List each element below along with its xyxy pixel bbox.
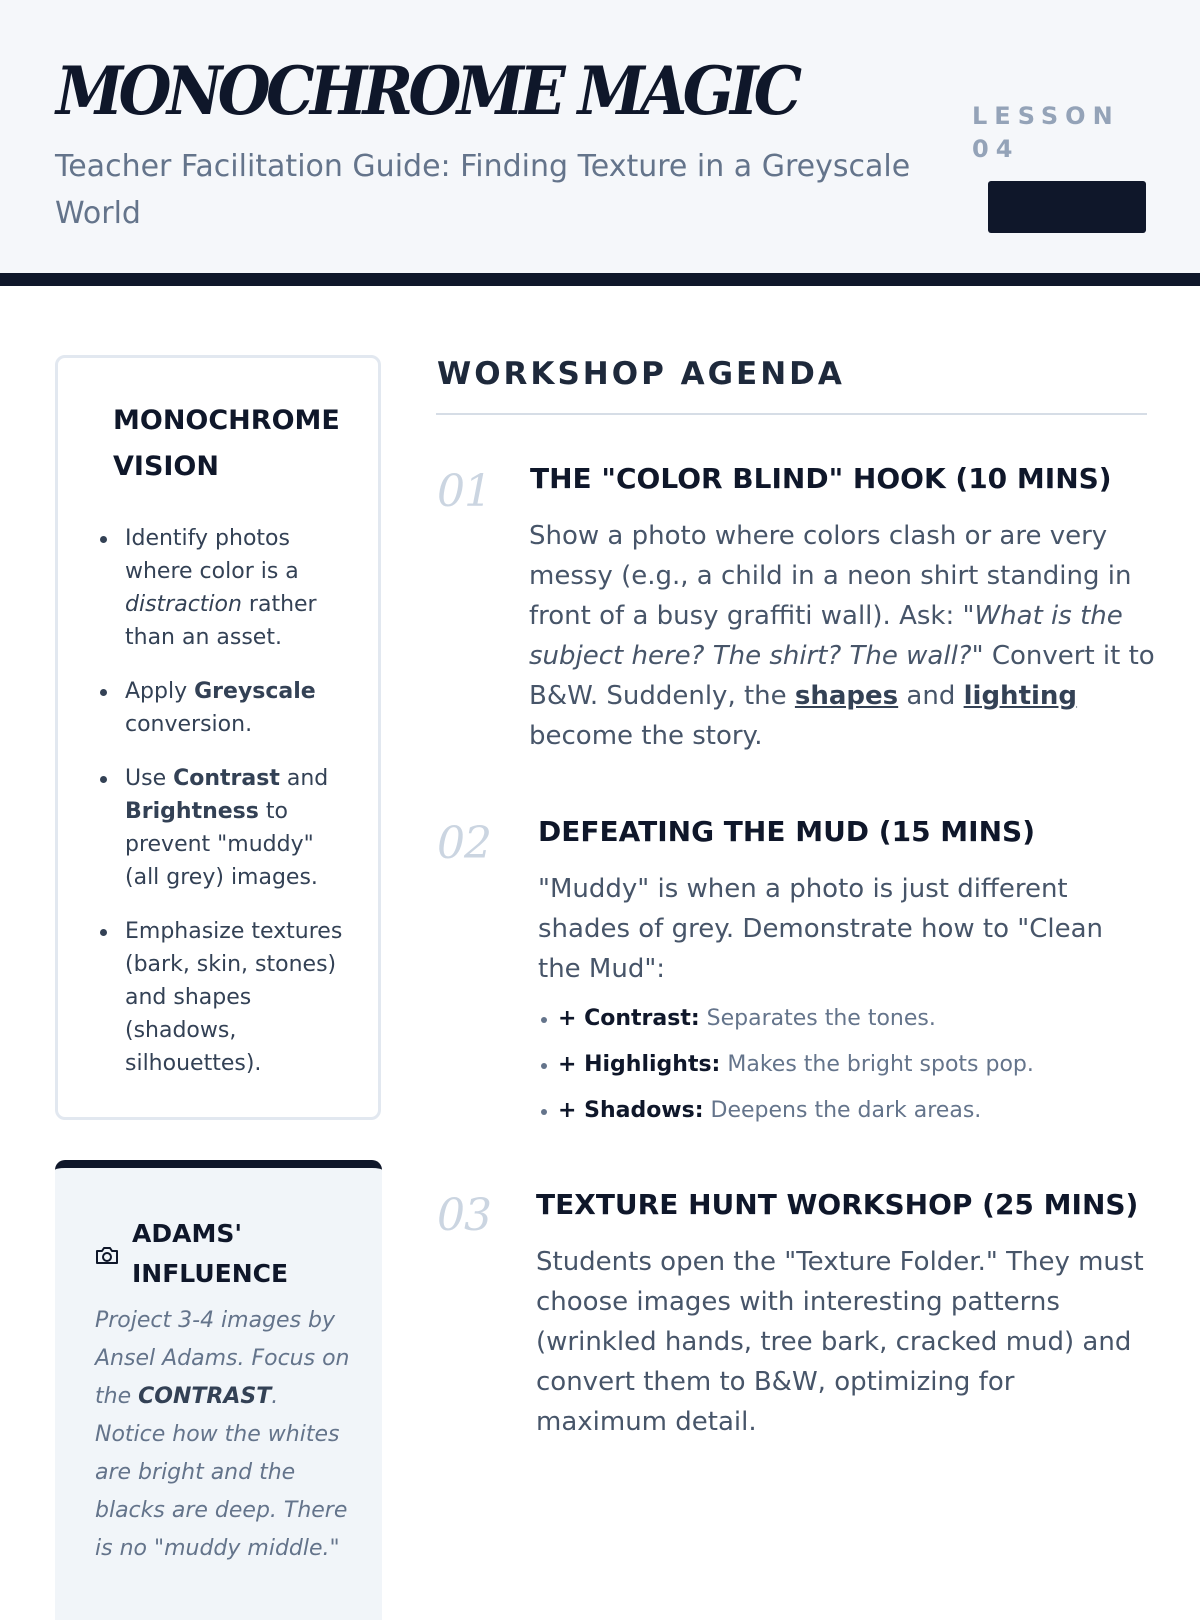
- vision-list: [125, 522, 353, 1101]
- list-item: + Contrast: Separates the tones.: [538, 1003, 1138, 1035]
- agenda-title: WORKSHOP AGENDA: [437, 356, 845, 392]
- list-item: Use Contrast and Brightness to prevent "muddy" (all grey) images.: [125, 762, 353, 894]
- adams-card: [55, 1160, 382, 1620]
- step-body: "Muddy" is when a photo is just different shades of grey. Demonstrate how to "Clean the Mud":: [538, 874, 1103, 984]
- lesson-badge: [988, 181, 1146, 233]
- list-item: + Shadows: Deepens the dark areas.: [538, 1095, 1138, 1127]
- mud-list: [538, 1003, 1138, 1141]
- lesson-label: LESSON 04: [972, 102, 1120, 163]
- list-item: Apply Greyscale conversion.: [125, 675, 353, 741]
- step-heading: TEXTURE HUNT WORKSHOP (25 MINS): [536, 1188, 1139, 1221]
- step-body: Students open the "Texture Folder." They must choose images with interesting patterns (wrinkled hands, tree bark, cracked mud) and convert them to B&W, optimizing for maximum detail.: [536, 1247, 1144, 1437]
- list-item: + Highlights: Makes the bright spots pop.: [538, 1049, 1138, 1081]
- step-number: 01: [437, 466, 491, 517]
- step-number: 03: [437, 1190, 491, 1241]
- header: [0, 0, 1200, 286]
- step-heading: DEFEATING THE MUD (15 MINS): [538, 815, 1035, 848]
- list-item: Identify photos where color is a distraction rather than an asset.: [125, 522, 353, 654]
- step-body: Show a photo where colors clash or are very messy (e.g., a child in a neon shirt standing in front of a busy graffiti wall). Ask: "What is the subject here? The shirt? The wall?" Convert it to B&W. Suddenly, the shapes and lighting become the story.: [529, 521, 1155, 751]
- step-number: 02: [437, 818, 491, 869]
- camera-icon: [93, 1243, 121, 1267]
- list-item: Emphasize textures (bark, skin, stones) and shapes (shadows, silhouettes).: [125, 915, 353, 1080]
- page-subtitle: Teacher Facilitation Guide: Finding Texture in a Greyscale World: [55, 149, 911, 231]
- adams-title: ADAMS' INFLUENCE: [132, 1219, 289, 1288]
- adams-body: Project 3-4 images by Ansel Adams. Focus on the CONTRAST. Notice how the whites are bright and the blacks are deep. There is no "muddy middle.": [95, 1308, 350, 1561]
- divider: [436, 413, 1147, 415]
- vision-title: MONOCHROME VISION: [113, 405, 340, 482]
- page-title: MONOCHROME MAGIC: [56, 52, 798, 130]
- step-heading: THE "COLOR BLIND" HOOK (10 MINS): [530, 462, 1112, 495]
- vision-card: [55, 355, 381, 1120]
